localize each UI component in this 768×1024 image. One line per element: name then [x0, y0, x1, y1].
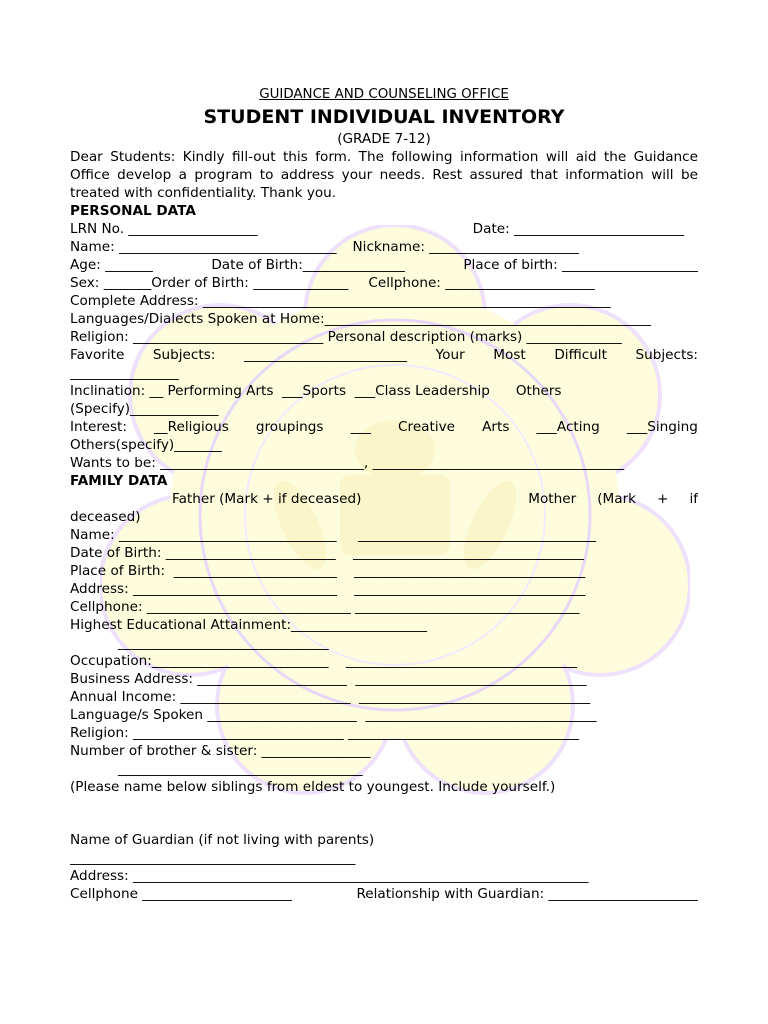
parent-pob-field[interactable]: Place of Birth: ________________________ __________________________________: [70, 563, 586, 579]
cellphone-field[interactable]: Cellphone: ______________________: [368, 275, 595, 291]
subjects-word: Favorite: [70, 347, 125, 363]
sex-row: [70, 274, 698, 292]
siblings-count-field[interactable]: Number of brother & sister: ________________: [70, 743, 371, 759]
siblings-count-cont[interactable]: ____________________________________: [118, 761, 363, 777]
mother-word: if: [689, 491, 698, 507]
subjects-word: Most: [493, 347, 526, 363]
office-heading: GUIDANCE AND COUNSELING OFFICE: [259, 87, 509, 102]
parent-address-field[interactable]: Address: ______________________________ __________________________________: [70, 581, 586, 597]
name-field[interactable]: Name: ________________________________: [70, 239, 337, 255]
religion-field[interactable]: Religion: ____________________________ Personal description (marks) ______________: [70, 329, 622, 345]
intro-line-3: treated with confidentiality. Thank you.: [70, 185, 337, 201]
language-spoken-field[interactable]: Language/s Spoken ______________________ __________________________________: [70, 707, 597, 723]
inclination-line[interactable]: Inclination: __ Performing Arts ___Sports ___Class Leadership Others: [70, 383, 562, 399]
interest-word: groupings: [255, 419, 324, 435]
education-field-cont[interactable]: _______________________________: [118, 635, 329, 651]
languages-field[interactable]: Languages/Dialects Spoken at Home:________________________________________________: [70, 311, 651, 327]
interest-option-religious[interactable]: __Religious: [154, 419, 229, 435]
guardian-name-field[interactable]: __________________________________________: [70, 850, 356, 866]
name-row: [70, 238, 698, 256]
interest-word: Creative: [398, 419, 456, 435]
deceased-label: deceased): [70, 509, 141, 525]
mother-word: (Mark: [597, 491, 637, 507]
sex-order-field[interactable]: Sex: _______Order of Birth: ______________: [70, 275, 349, 291]
form-title: STUDENT INDIVIDUAL INVENTORY: [203, 106, 565, 128]
family-data-heading: FAMILY DATA: [70, 473, 168, 489]
intro-line-2: Office develop a program to address your needs. Rest assured that information will be: [70, 167, 698, 183]
pob-field[interactable]: Place of birth: ____________________: [463, 257, 698, 273]
guardian-cellphone-field[interactable]: Cellphone ______________________: [70, 886, 292, 902]
grade-label: (GRADE 7-12): [337, 131, 431, 147]
interest-word: Interest:: [70, 419, 127, 435]
guardian-contact-row: [70, 885, 698, 903]
parent-columns-row: [70, 490, 698, 508]
interest-specify-field[interactable]: Others(specify)_______: [70, 437, 222, 453]
interest-option-singing[interactable]: ___Singing: [626, 419, 698, 435]
mother-word: +: [657, 491, 669, 507]
mother-word: Mother: [528, 491, 577, 507]
mother-column-label: [528, 490, 698, 508]
parent-religion-field[interactable]: Religion: _______________________________ __________________________________: [70, 725, 580, 741]
occupation-field[interactable]: Occupation:__________________________ __________________________________: [70, 653, 577, 669]
dob-field[interactable]: Date of Birth:_______________: [211, 257, 405, 273]
personal-data-heading: PERSONAL DATA: [70, 203, 196, 219]
age-field[interactable]: Age: _______: [70, 257, 153, 273]
intro-line-1: Dear Students: Kindly fill-out this form. The following information will aid the Guidance: [70, 149, 698, 165]
education-field[interactable]: Highest Educational Attainment:____________________: [70, 617, 427, 633]
business-address-field[interactable]: Business Address: ______________________ __________________________________: [70, 671, 587, 687]
difficult-subjects-field[interactable]: ________________: [70, 365, 179, 381]
interest-option-creative[interactable]: ___: [350, 419, 371, 435]
form-page: [70, 86, 698, 903]
lrn-field[interactable]: LRN No. ___________________: [70, 221, 258, 237]
siblings-note: (Please name below siblings from eldest to youngest. Include yourself.): [70, 779, 556, 795]
subjects-word: Subjects:: [152, 347, 216, 363]
date-field[interactable]: Date: _________________________: [472, 221, 684, 237]
parent-dob-field[interactable]: Date of Birth: _________________________ __________________________________: [70, 545, 585, 561]
age-row: [70, 256, 698, 274]
subjects-word: Your: [435, 347, 465, 363]
annual-income-field[interactable]: Annual Income: _________________________ __________________________________: [70, 689, 591, 705]
parent-cellphone-field[interactable]: Cellphone: ______________________________ _________________________________: [70, 599, 580, 615]
nickname-field[interactable]: Nickname: ______________________: [352, 239, 579, 255]
subjects-word: Difficult: [554, 347, 607, 363]
subjects-word: Subjects:: [635, 347, 698, 363]
wants-to-be-field[interactable]: Wants to be: ______________________________, _____________________________________: [70, 455, 625, 471]
interest-word: Arts: [482, 419, 510, 435]
father-column-label: Father (Mark + if deceased): [172, 491, 362, 507]
parent-name-field[interactable]: Name: ________________________________ ___________________________________: [70, 527, 597, 543]
guardian-name-label: Name of Guardian (if not living with parents): [70, 832, 375, 848]
address-field[interactable]: Complete Address: ____________________________________________________________: [70, 293, 611, 309]
lrn-date-row: [70, 220, 698, 238]
interest-row: [70, 418, 698, 436]
interest-option-acting[interactable]: ___Acting: [536, 419, 600, 435]
guardian-relationship-field[interactable]: Relationship with Guardian: ______________________: [356, 886, 698, 902]
favorite-subjects-field[interactable]: ________________________: [243, 347, 408, 363]
inclination-specify-field[interactable]: (Specify)_____________: [70, 401, 219, 417]
subjects-row: [70, 346, 698, 364]
guardian-address-field[interactable]: Address: ___________________________________________________________________: [70, 868, 589, 884]
